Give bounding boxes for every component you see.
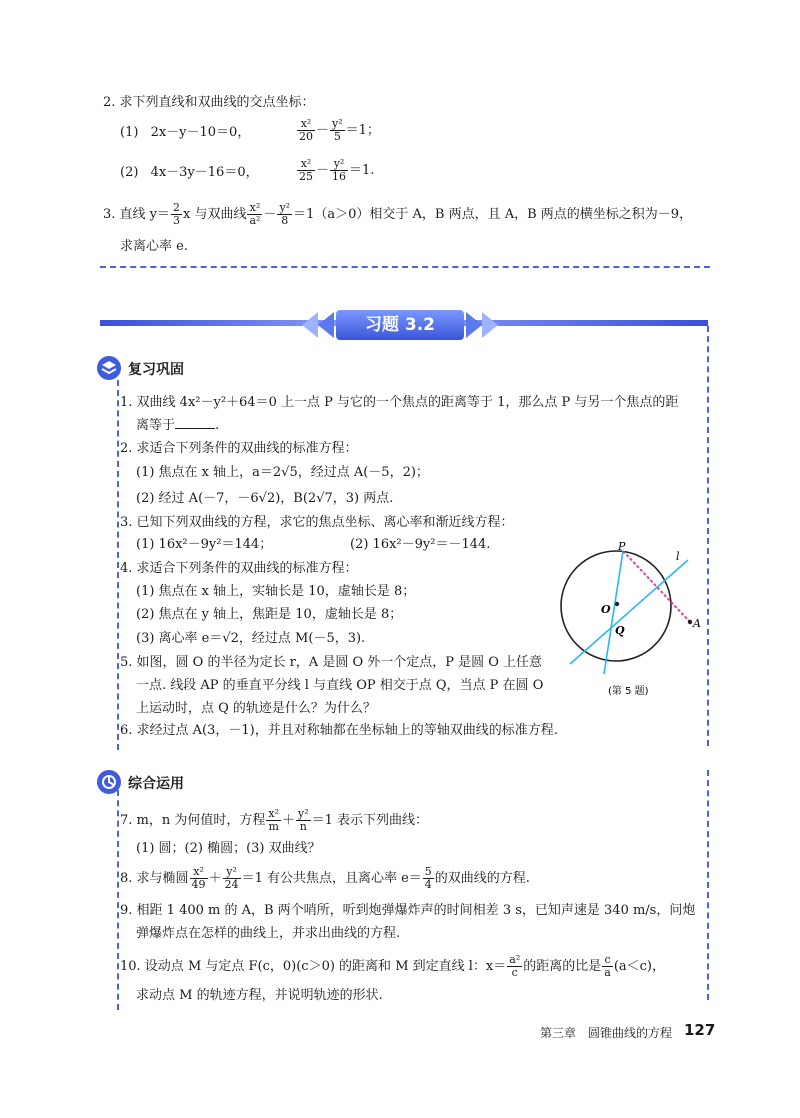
- review-p3: 3. 已知下列双曲线的方程，求它的焦点坐标、离心率和渐近线方程：: [120, 515, 514, 530]
- point-a: [688, 620, 692, 624]
- q2-1-hyperbola: $\frac{\text{x²}}{20}$ － $\frac{\text{y²}}{5}$ ＝1；: [299, 117, 380, 143]
- review-p4-2: (2) 焦点在 y 轴上，焦距是 10，虚轴长是 8；: [136, 607, 403, 622]
- frac: $\frac{\text{y²}}{5}$: [332, 117, 343, 143]
- review-p1-line1: 1. 双曲线 4x²－y²＋64＝0 上一点 P 与它的一个焦点的距离等于 1，那么点 P 与另一个焦点的距: [120, 395, 679, 410]
- frac: $\frac{c}{a}$: [604, 953, 611, 979]
- label-o: O: [601, 603, 611, 616]
- chevron-right-icon: [482, 312, 498, 338]
- label-q: Q: [615, 624, 625, 637]
- review-p4-3: (3) 离心率 e＝√2，经过点 M(－5，3).: [136, 631, 366, 646]
- footer-chapter: 第三章 圆锥曲线的方程: [540, 1026, 673, 1040]
- q2-2-line: 4x－3y－16＝0，: [150, 165, 259, 180]
- q2-1-line: 2x－y－10＝0，: [150, 125, 251, 140]
- frac: $\frac{\text{x²}}{\text{a²}}$: [249, 201, 261, 227]
- q2-stem: 2. 求下列直线和双曲线的交点坐标：: [103, 95, 315, 110]
- review-p2-1: (1) 焦点在 x 轴上，a＝2√5，经过点 A(－5，2)；: [136, 465, 429, 480]
- frac: $\frac{5}{4}$: [424, 865, 432, 891]
- frame-right-dashed: [707, 326, 709, 746]
- review-p3-2: (2) 16x²－9y²＝－144.: [350, 537, 491, 552]
- apply-p10-line1: 10. 设动点 M 与定点 F(c，0)(c＞0) 的距离和 M 到定直线 l：x＝ $\frac{\text{a²}}{c}$ 的距离的比是 $\frac{c}{a}$ (a＜c)，: [120, 953, 665, 979]
- frac: $\frac{\text{y²}}{16}$: [332, 157, 347, 183]
- apply-p7: 7. m，n 为何值时，方程 $\frac{\text{x²}}{m}$ ＋ $\frac{\text{y²}}{n}$ ＝1 表示下列曲线：: [120, 807, 429, 833]
- frac: $\frac{\text{x²}}{49}$: [191, 865, 206, 891]
- review-p2-2: (2) 经过 A(－7，－6√2)，B(2√7，3) 两点.: [136, 491, 394, 506]
- chevron-left-icon: [318, 312, 334, 338]
- segment-ap: [623, 551, 690, 622]
- frac: $\frac{\text{y²}}{24}$: [224, 865, 239, 891]
- frac: $\frac{\text{x²}}{25}$: [299, 157, 313, 183]
- apply-p9-line2: 弹爆炸点在怎样的曲线上，并求出曲线的方程.: [136, 926, 401, 941]
- review-p5-line3: 上运动时，点 Q 的轨迹是什么？为什么？: [136, 701, 376, 716]
- q3-line-2: 求离心率 e.: [120, 239, 188, 254]
- apply-p8: 8. 求与椭圆 $\frac{\text{x²}}{49}$ ＋ $\frac{\text{y²}}{24}$ ＝1 有公共焦点，且离心率 e＝ $\frac{5}{4}$ 的双曲线的方程.: [120, 865, 530, 891]
- review-section-icon: [97, 356, 121, 380]
- divider-dashed: [100, 266, 710, 268]
- circle-o: [561, 551, 671, 661]
- apply-heading: 综合运用: [128, 776, 184, 792]
- frame-left-dashed-2: [117, 790, 119, 1010]
- q3-line-1: 3. 直线 y＝ $\frac{2}{3}$ x 与双曲线 $\frac{\text{x²}}{\text{a²}}$ － $\frac{\text{y²}}{8}$ ＝1（a＞0）相交于 A，B 两点，且 A，B 两点的横坐标之积为－9，: [103, 201, 693, 227]
- figure-circle-problem5: [556, 534, 706, 709]
- answer-blank: [175, 416, 215, 429]
- frac: $\frac{\text{y²}}{n}$: [298, 807, 309, 833]
- frac: $\frac{\text{x²}}{m}$: [268, 807, 279, 833]
- frame-right-dashed-2: [707, 770, 709, 1000]
- review-p5-line2: 一点. 线段 AP 的垂直平分线 l 与直线 OP 相交于点 Q，当点 P 在圆 O: [136, 678, 544, 693]
- section-title: 习题 3.2: [336, 310, 464, 340]
- review-p3-1: (1) 16x²－9y²＝144；: [136, 537, 273, 552]
- apply-p9-line1: 9. 相距 1 400 m 的 A，B 两个哨所，听到炮弹爆炸声的时间相差 3 s，已知声速是 340 m/s，问炮: [120, 903, 696, 918]
- review-p2: 2. 求适合下列条件的双曲线的标准方程：: [120, 441, 358, 456]
- review-p5-line1: 5. 如图，圆 O 的半径为定长 r，A 是圆 O 外一个定点，P 是圆 O 上任意: [120, 655, 543, 670]
- figure-caption: (第 5 题): [608, 686, 649, 697]
- review-p4: 4. 求适合下列条件的双曲线的标准方程：: [120, 561, 358, 576]
- q2-2-label: (2): [120, 165, 139, 180]
- q2-item-1: [120, 124, 250, 142]
- q2-1-label: (1): [120, 125, 139, 140]
- point-o: [615, 602, 619, 606]
- page-number: 127: [684, 1021, 716, 1039]
- apply-section-icon: [97, 770, 121, 794]
- section-title-badge: [296, 308, 504, 342]
- frac: $\frac{2}{3}$: [173, 201, 181, 227]
- review-p1-line2: 离等于 .: [136, 418, 220, 433]
- chevron-left-icon: [302, 312, 318, 338]
- label-l: l: [676, 550, 680, 563]
- apply-p7-options: (1) 圆；(2) 椭圆；(3) 双曲线？: [136, 841, 321, 856]
- review-p6: 6. 求经过点 A(3，－1)，并且对称轴都在坐标轴上的等轴双曲线的标准方程.: [120, 723, 558, 738]
- q2-item-2: [120, 164, 259, 182]
- apply-p10-line2: 求动点 M 的轨迹方程，并说明轨迹的形状.: [136, 988, 383, 1003]
- chevron-right-icon: [466, 312, 482, 338]
- frame-left-dashed: [117, 380, 119, 750]
- review-p4-1: (1) 焦点在 x 轴上，实轴长是 10，虚轴长是 8；: [136, 584, 416, 599]
- review-heading: 复习巩固: [128, 362, 184, 378]
- label-p: P: [618, 540, 626, 553]
- frac: $\frac{\text{a²}}{c}$: [509, 953, 521, 979]
- label-a: A: [693, 617, 701, 630]
- frac: $\frac{\text{y²}}{8}$: [279, 201, 291, 227]
- frac: $\frac{\text{x²}}{20}$: [299, 117, 313, 143]
- q2-2-hyperbola: $\frac{\text{x²}}{25}$ － $\frac{\text{y²}}{16}$ ＝1.: [299, 157, 375, 183]
